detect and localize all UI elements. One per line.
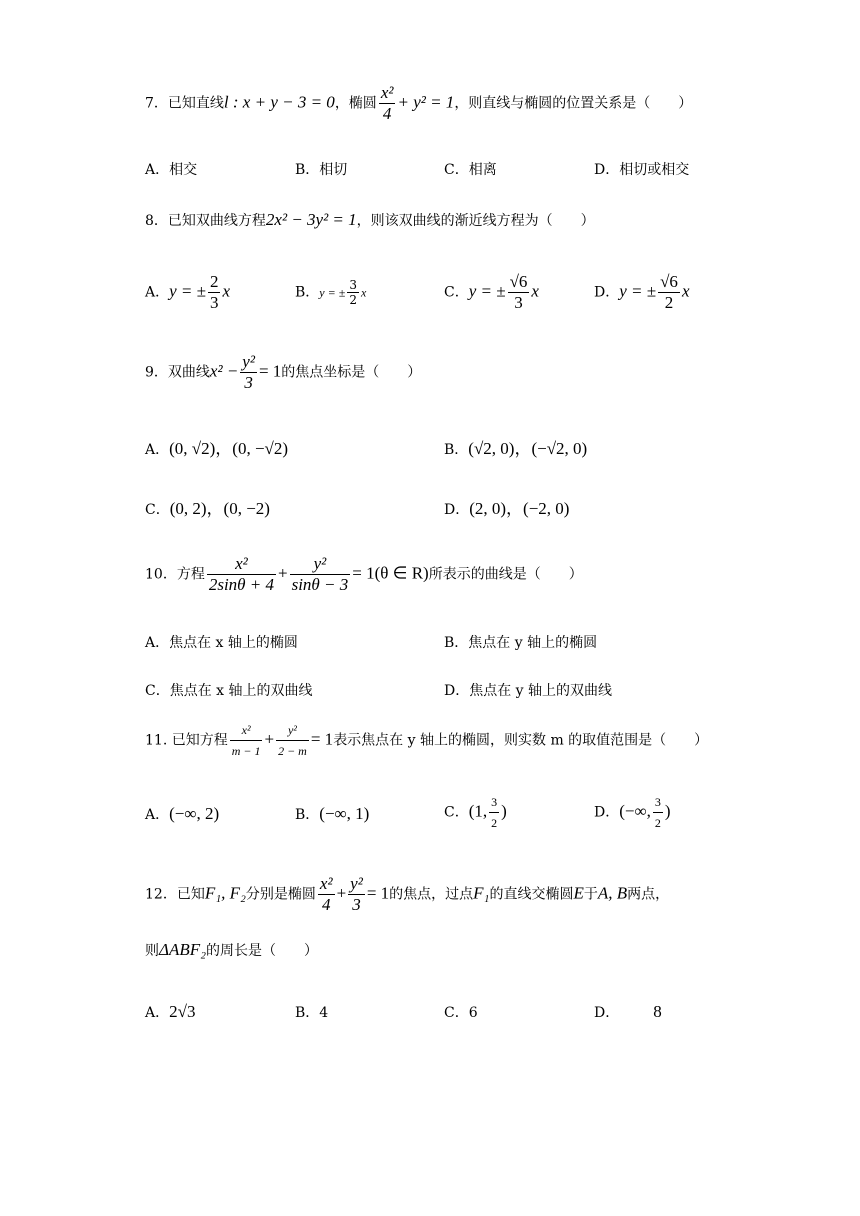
- q11-eq: = 1: [310, 729, 334, 749]
- question-12-line-2: [145, 940, 318, 960]
- q9-option-d-label: D．: [444, 502, 470, 518]
- q10-option-a[interactable]: A．焦点在 x 轴上的椭圆: [145, 635, 298, 651]
- q10-option-d[interactable]: D．焦点在 y 轴上的双曲线: [444, 683, 613, 699]
- q12-fraction-1: $\frac{\text{x²}}{4}$: [319, 874, 333, 914]
- q8-c-fraction: $\frac{√6}{3}$: [509, 272, 528, 312]
- q8-a-x: x: [222, 281, 231, 301]
- q11-prefix: 11. 已知方程: [145, 732, 228, 749]
- q11-c-right: ): [501, 801, 507, 821]
- q11-d-left: (−∞,: [619, 801, 651, 821]
- q12-e: E: [573, 883, 584, 903]
- q11-d-fraction: $\frac{3}{2}$: [653, 792, 663, 833]
- q7-option-d[interactable]: D．相切或相交: [594, 162, 690, 178]
- q10-prefix: 10．方程: [145, 566, 205, 583]
- q10-option-c[interactable]: C．焦点在 x 轴上的双曲线: [145, 683, 313, 699]
- q11-option-b-value: (−∞, 1): [319, 804, 370, 823]
- q7-suffix: ，则直线与椭圆的位置关系是（ ）: [454, 95, 693, 112]
- q12-plus: +: [336, 883, 347, 903]
- q8-equation: 2x² − 3y² = 1: [265, 210, 357, 229]
- q10-fraction-1: $\frac{\text{x²}}{2\sin\theta + 4}$: [208, 554, 274, 594]
- question-11: [145, 720, 708, 761]
- q8-b-lhs: y = ±: [319, 285, 346, 300]
- q8-option-c[interactable]: [444, 272, 539, 313]
- q11-plus: +: [264, 729, 275, 749]
- q12-option-d[interactable]: [594, 1002, 662, 1022]
- q12-f1: F₁: [473, 883, 490, 903]
- q9-eq-b: = 1: [258, 361, 282, 381]
- q12-mid1: 分别是椭圆: [245, 886, 316, 903]
- question-10: [145, 554, 583, 595]
- q7-prefix: 7．已知直线: [145, 95, 224, 112]
- q11-d-right: ): [664, 801, 671, 821]
- q8-prefix: 8．已知双曲线方程: [145, 213, 266, 229]
- q7-line-equation: l : x + y − 3 = 0: [223, 92, 335, 112]
- q10-option-b[interactable]: B．焦点在 y 轴上的椭圆: [444, 635, 598, 651]
- question-9: [145, 352, 421, 393]
- question-8: [145, 210, 595, 230]
- question-12: [145, 874, 669, 915]
- q8-d-x: x: [681, 281, 690, 301]
- q7-rest-equation: + y² = 1: [397, 92, 455, 112]
- q11-option-c[interactable]: [444, 792, 507, 833]
- q8-a-lhs: y = ±: [169, 281, 206, 301]
- q9-option-d-value: (2, 0)，(−2, 0): [469, 499, 570, 518]
- q12-option-a-label: A．: [145, 1005, 170, 1021]
- q9-fraction: $\frac{\text{y²}}{3}$: [242, 352, 255, 392]
- q8-d-fraction: $\frac{√6}{2}$: [660, 272, 678, 312]
- q9-suffix: 的焦点坐标是（ ）: [281, 364, 422, 381]
- q7-option-b[interactable]: B．相切: [295, 162, 348, 178]
- q9-option-c-value: (0, 2)，(0, −2): [169, 499, 270, 518]
- q9-option-c[interactable]: [145, 494, 270, 519]
- q12-mid3: 的直线交椭圆: [489, 886, 574, 903]
- q11-option-a-label: A．: [145, 807, 170, 823]
- q9-option-b[interactable]: [444, 434, 587, 459]
- q8-b-x: x: [360, 285, 367, 300]
- q9-prefix: 9．双曲线: [145, 364, 210, 381]
- q8-c-x: x: [531, 281, 539, 301]
- q9-eq-a: x² −: [209, 361, 239, 381]
- q10-fraction-2: $\frac{\text{y²}}{\sin\theta - 3}$: [291, 554, 349, 594]
- q12-mid2: 的焦点，过点: [389, 886, 474, 903]
- q12-prefix: 12．已知: [145, 886, 205, 903]
- q12-option-d-value: 8: [653, 1002, 662, 1021]
- q8-d-lhs: y = ±: [619, 281, 657, 301]
- q12-ab: A, B: [597, 883, 628, 903]
- q12-suffix: 两点，: [627, 886, 670, 903]
- q9-option-b-value: (√2, 0)，(−√2, 0): [468, 439, 588, 458]
- q8-suffix: ，则该双曲线的渐近线方程为（ ）: [356, 213, 595, 229]
- q7-fraction: $\frac{\text{x²}}{4}$: [380, 83, 394, 123]
- q8-option-d-label: D．: [594, 284, 620, 301]
- q8-b-fraction: $\frac{3}{2}$: [349, 278, 357, 307]
- q12-option-d-label: D．: [594, 1005, 620, 1021]
- q12-option-a[interactable]: [145, 1002, 195, 1022]
- q12-triangle: ΔABF₂: [159, 940, 207, 959]
- q8-option-a-label: A．: [145, 284, 170, 301]
- q12-option-a-value: 2√3: [169, 1002, 196, 1021]
- q12-eq: = 1: [366, 883, 390, 903]
- q10-eq: = 1(θ ∈ R): [352, 563, 429, 583]
- q11-c-fraction: $\frac{3}{2}$: [489, 792, 499, 833]
- q12-line2-suffix: 的周长是（ ）: [206, 943, 319, 959]
- q11-c-left: (1,: [468, 801, 488, 821]
- q8-option-b[interactable]: [295, 278, 366, 307]
- q11-option-b-label: B．: [295, 807, 320, 823]
- q12-line2-prefix: 则: [145, 943, 159, 959]
- q8-option-a[interactable]: [145, 272, 230, 313]
- q9-option-a-label: A．: [145, 442, 170, 458]
- q11-option-a-value: (−∞, 2): [169, 804, 220, 823]
- q11-option-a[interactable]: [145, 804, 219, 824]
- q9-option-d[interactable]: [444, 494, 569, 519]
- q11-option-b[interactable]: [295, 804, 369, 824]
- q10-suffix: 所表示的曲线是（ ）: [428, 566, 583, 583]
- q8-a-fraction: $\frac{2}{3}$: [209, 272, 219, 312]
- question-7: [145, 83, 692, 124]
- q9-option-c-label: C．: [145, 502, 170, 518]
- q11-fraction-2: $\frac{\text{y²}}{2 - m}$: [276, 720, 309, 761]
- q12-option-b[interactable]: B．4: [295, 1005, 329, 1021]
- q12-mid4: 于: [583, 886, 598, 903]
- q7-mid: ，椭圆: [334, 95, 377, 112]
- q12-foci: F₁, F₂: [204, 883, 246, 903]
- q11-option-c-label: C．: [444, 804, 469, 821]
- q11-option-d[interactable]: [594, 792, 671, 833]
- q11-fraction-1: $\frac{\text{x²}}{m - 1}$: [230, 720, 263, 761]
- q7-option-a[interactable]: A．相交: [145, 162, 198, 178]
- q11-option-d-label: D．: [594, 804, 620, 821]
- q10-plus: +: [278, 563, 288, 583]
- q8-option-d[interactable]: [594, 272, 689, 313]
- q11-suffix: 表示焦点在 y 轴上的椭圆，则实数 m 的取值范围是（ ）: [333, 732, 709, 749]
- q8-option-b-label: B．: [295, 284, 320, 301]
- q8-option-c-label: C．: [444, 284, 469, 301]
- q9-option-a-value: (0, √2)，(0, −√2): [169, 439, 289, 458]
- q9-option-b-label: B．: [444, 442, 469, 458]
- q7-option-c[interactable]: C．相离: [444, 162, 497, 178]
- q8-c-lhs: y = ±: [468, 281, 506, 301]
- q9-option-a[interactable]: [145, 434, 288, 459]
- q12-option-c[interactable]: C．6: [444, 1005, 478, 1021]
- q12-fraction-2: $\frac{\text{y²}}{3}$: [350, 874, 363, 914]
